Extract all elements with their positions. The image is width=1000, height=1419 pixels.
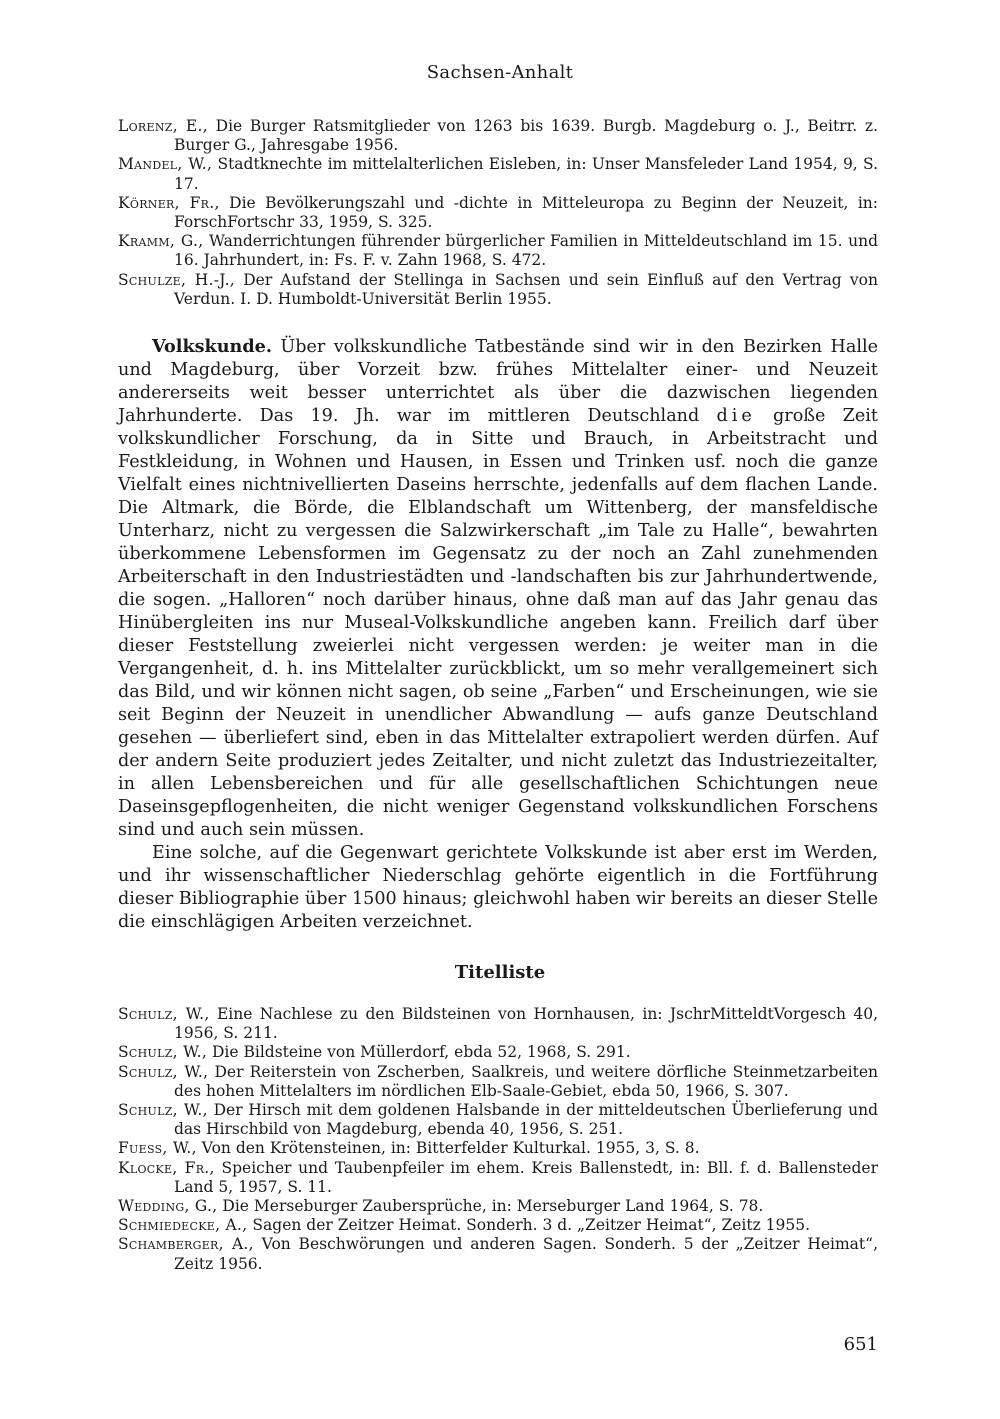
bibliography-entry xyxy=(118,271,878,309)
entry-text: Der Hirsch mit dem goldenen Halsbande in der mitteldeutschen Überlieferung und das Hirschbild von Magdeburg, ebenda 40, 1956, S. 251. xyxy=(174,1101,878,1139)
body-paragraph xyxy=(118,335,878,842)
titelliste xyxy=(118,1005,878,1274)
entry-author: Kramm, G., xyxy=(118,232,204,251)
bibliography-entry xyxy=(118,1043,878,1062)
entry-text: Der Reiterstein von Zscherben, Saalkreis, und weitere dörfliche Steinmetzarbeiten des hohen Mittelalters im nördlichen Elb-Saale-Gebiet, ebda 50, 1966, S. 307. xyxy=(174,1062,878,1100)
section-heading: Titelliste xyxy=(454,962,546,983)
entry-author: Klocke, Fr., xyxy=(118,1158,215,1177)
bibliography-entry xyxy=(118,1139,878,1158)
bibliography-top xyxy=(118,117,878,309)
bibliography-entry xyxy=(118,1197,878,1216)
bibliography-entry xyxy=(118,194,878,232)
entry-author: Schamberger, A., xyxy=(118,1235,254,1254)
entry-text: Von den Krötensteinen, in: Bitterfelder Kulturkal. 1955, 3, S. 8. xyxy=(196,1139,700,1158)
entry-text: Von Beschwörungen und anderen Sagen. Sonderh. 5 der „Zeitzer Heimat“, Zeitz 1956. xyxy=(174,1235,878,1273)
entry-author: Lorenz, E., xyxy=(118,117,208,135)
bibliography-entry xyxy=(118,1063,878,1101)
entry-author: Schulz, W., xyxy=(118,1005,210,1023)
bibliography-entry xyxy=(118,232,878,270)
entry-author: Mandel, W., xyxy=(118,155,213,174)
entry-author: Schulz, W., xyxy=(118,1062,209,1081)
entry-author: Körner, Fr., xyxy=(118,193,220,212)
body-text xyxy=(118,335,878,934)
bibliography-entry xyxy=(118,1216,878,1235)
entry-text: Speicher und Taubenpfeiler im ehem. Kreis Ballenstedt, in: Bll. f. d. Ballensteder Land 5, 1957, S. 11. xyxy=(174,1158,878,1196)
running-head: Sachsen-Anhalt xyxy=(426,62,574,83)
entry-text: Die Merseburger Zaubersprüche, in: Merseburger Land 1964, S. 78. xyxy=(217,1197,764,1216)
paragraph-text: große Zeit volkskundlicher Forschung, da in Sitte und Brauch, in Arbeitstracht und Festkleidung, in Wohnen und Hausen, in Essen und Trinken usf. noch die ganze Vielfalt eines nichtnivellierten Daseins herrschte, jedenfalls auf dem flachen Lande. Die Altmark, die Börde, die Elblandschaft um Wittenberg, der mansfeldische Unterharz, nicht zu vergessen die Salzwirkerschaft „im Tale zu Halle“, bewahrten überkommene Lebensformen im Gegensatz zu der noch an Zahl zunehmenden Arbeiterschaft in den Industriestädten und -landschaften bis zur Jahrhundertwende, die sogen. „Halloren“ noch darüber hinaus, ohne daß man auf das Jahr genau das Hinübergleiten ins nur Museal-Volkskundliche angeben kann. Freilich darf über dieser Feststellung zweierlei nicht vergessen werden: je weiter man in die Vergangenheit, d. h. ins Mittelalter zurückblickt, um so mehr verallgemeinert sich das Bild, und wir können nicht sagen, ob seine „Farben“ und Erscheinungen, wie sie seit Beginn der Neuzeit in unendlicher Abwandlung — aufs ganze Deutschland gesehen — überliefert sind, eben in das Mittelalter extrapoliert werden dürfen. Auf der andern Seite produziert jedes Zeitalter, und nicht zuletzt das Industriezeitalter, in allen Lebensbereichen und für alle gesellschaftlichen Schichtungen neue Daseinsgepflogenheiten, die nicht weniger Gegenstand volkskundlichen Forschens sind und auch sein müssen. xyxy=(118,406,879,840)
entry-author: Wedding, G., xyxy=(118,1197,218,1216)
entry-text: Stadtknechte im mittelalterlichen Eisleben, in: Unser Mansfeleder Land 1954, 9, S. 17. xyxy=(174,155,879,193)
page-number: 651 xyxy=(843,1334,878,1355)
body-paragraph: Eine solche, auf die Gegenwart gerichtete Volkskunde ist aber erst im Werden, und ihr wissenschaftlicher Niederschlag gehörte eigentlich in die Fortführung dieser Bibliographie über 1500 hinaus; gleichwohl haben wir bereits an dieser Stelle die einschlägigen Arbeiten verzeichnet. xyxy=(118,843,878,932)
entry-text: Die Bildsteine von Müllerdorf, ebda 52, 1968, S. 291. xyxy=(207,1043,631,1062)
section-lead: Volkskunde. xyxy=(152,336,272,357)
entry-author: Fuess, W., xyxy=(118,1139,197,1158)
entry-text: Wanderrichtungen führender bürgerlicher Familien in Mitteldeutschland im 15. und 16. Jahrhundert, in: Fs. F. v. Zahn 1968, S. 472. xyxy=(174,232,879,270)
entry-author: Schulze, H.-J., xyxy=(118,270,236,289)
entry-text: Eine Nachlese zu den Bildsteinen von Hornhausen, in: JschrMitteldtVorgesch 40, 1956, S. 211. xyxy=(174,1005,879,1043)
entry-author: Schulz, W., xyxy=(118,1101,208,1120)
bibliography-entry xyxy=(118,1235,878,1273)
bibliography-entry xyxy=(118,1005,878,1043)
bibliography-entry xyxy=(118,155,878,193)
bibliography-entry xyxy=(118,1101,878,1139)
entry-author: Schulz, W., xyxy=(118,1043,208,1062)
paragraph-text: Über volkskundliche Tatbestände sind wir in den Bezirken Halle und Magdeburg, über Vorzeit bzw. frühes Mittelalter einer- und Neuzeit andererseits weit besser unterrichtet als über die dazwischen liegenden Jahrhunderte. Das 19. Jh. war im mittleren Deutschland xyxy=(118,337,878,426)
entry-text: Sagen der Zeitzer Heimat. Sonderh. 3 d. „Zeitzer Heimat“, Zeitz 1955. xyxy=(247,1216,811,1235)
entry-author: Schmiedecke, A., xyxy=(118,1216,248,1235)
bibliography-entry xyxy=(118,1159,878,1197)
entry-text: Die Burger Ratsmitglieder von 1263 bis 1639. Burgb. Magdeburg o. J., Beitrr. z. Burger G., Jahresgabe 1956. xyxy=(174,117,879,155)
entry-text: Der Aufstand der Stellinga in Sachsen und sein Einfluß auf den Vertrag von Verdun. I. D. Humboldt-Universität Berlin 1955. xyxy=(174,270,878,308)
emphasized-word: die xyxy=(716,406,756,426)
entry-text: Die Bevölkerungszahl und -dichte in Mitteleuropa zu Beginn der Neuzeit, in: ForschFortschr 33, 1959, S. 325. xyxy=(174,193,878,232)
bibliography-entry xyxy=(118,117,878,155)
